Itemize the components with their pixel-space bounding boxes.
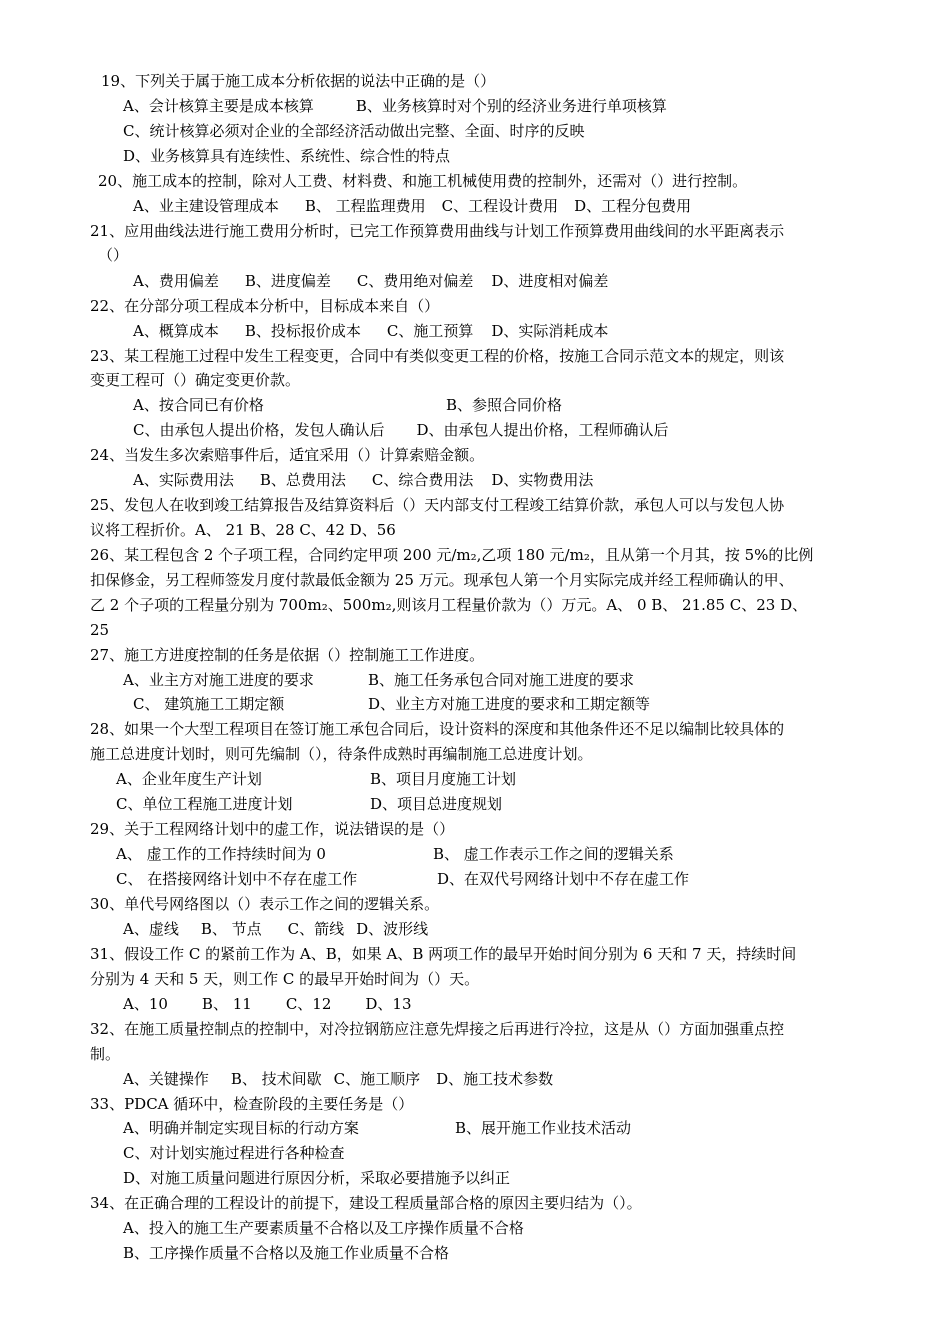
- option: C、施工预算: [386, 322, 474, 340]
- option-row: [123, 146, 450, 166]
- option-row: [116, 769, 516, 789]
- option: D、波形线: [356, 920, 429, 938]
- question-stem: 25: [90, 621, 110, 639]
- question-stem: 乙 2 个子项的工程量分别为 700m₂、500m₂,则该月工程量价款为（）万元。A、 0 B、 21.85 C、23 D、: [90, 596, 808, 614]
- question-stem: （）: [98, 246, 129, 264]
- option: B、 节点: [200, 920, 262, 938]
- option: D、进度相对偏差: [491, 272, 609, 290]
- question-stem: 22、在分部分项工程成本分析中，目标成本来自（）: [90, 297, 440, 315]
- option: A、企业年度生产计划: [116, 770, 262, 788]
- option: C、由承包人提出价格，发包人确认后: [133, 421, 385, 439]
- option-row: [116, 794, 502, 814]
- option-row: [123, 1118, 631, 1138]
- option: A、10: [123, 995, 168, 1013]
- question-stem: 扣保修金，另工程师签发月度付款最低金额为 25 万元。现承包人第一个月实际完成并经工程师确认的甲、: [90, 571, 794, 589]
- question-stem: 32、在施工质量控制点的控制中，对冷拉钢筋应注意先焊接之后再进行冷拉，这是从（）方面加强重点控: [90, 1020, 785, 1038]
- option: B、参照合同价格: [446, 396, 563, 414]
- question-stem: 变更工程可（）确定变更价款。: [90, 371, 301, 389]
- option: A、会计核算主要是成本核算: [123, 97, 314, 115]
- question-stem: 25、发包人在收到竣工结算报告及结算资料后（）天内部支付工程竣工结算价款，承包人可以与发包人协: [90, 496, 785, 514]
- option-row: [116, 844, 674, 864]
- option: D、由承包人提出价格，工程师确认后: [416, 421, 669, 439]
- option: D、项目总进度规划: [370, 795, 503, 813]
- option: B、 11: [201, 995, 252, 1013]
- option: B、投标报价成本: [244, 322, 361, 340]
- option: D、施工技术参数: [436, 1070, 554, 1088]
- option: C、单位工程施工进度计划: [116, 795, 293, 813]
- option: B、进度偏差: [244, 272, 331, 290]
- option-row: [133, 321, 608, 341]
- option-row: [133, 395, 562, 415]
- option-row: [123, 121, 584, 141]
- question-stem: 施工总进度计划时，则可先编制（），待条件成熟时再编制施工总进度计划。: [90, 745, 593, 763]
- option-row: [123, 994, 412, 1014]
- option: D、业务核算具有连续性、系统性、综合性的特点: [123, 147, 451, 165]
- option: A、虚线: [123, 920, 179, 938]
- option: B、业务核算时对个别的经济业务进行单项核算: [355, 97, 667, 115]
- question-stem: 31、假设工作 C 的紧前工作为 A、B，如果 A、B 两项工作的最早开始时间分别为 6 天和 7 天，持续时间: [90, 945, 797, 963]
- question-stem: 20、施工成本的控制，除对人工费、材料费、和施工机械使用费的控制外，还需对（）进行控制。: [98, 172, 748, 190]
- question-stem: 29、关于工程网络计划中的虚工作，说法错误的是（）: [90, 820, 455, 838]
- option-row: [133, 420, 669, 440]
- option: A、业主方对施工进度的要求: [123, 671, 314, 689]
- option: B、工序操作质量不合格以及施工作业质量不合格: [123, 1244, 450, 1262]
- option: D、实物费用法: [491, 471, 594, 489]
- option-row: [133, 694, 650, 714]
- option: C、 建筑施工工期定额: [133, 695, 285, 713]
- question-stem: 23、某工程施工过程中发生工程变更，合同中有类似变更工程的价格，按施工合同示范文本的规定，则该: [90, 347, 785, 365]
- option: B、施工任务承包合同对施工进度的要求: [368, 671, 635, 689]
- option: A、概算成本: [133, 322, 219, 340]
- option: C、统计核算必须对企业的全部经济活动做出完整、全面、时序的反映: [123, 122, 585, 140]
- question-stem: 制。: [90, 1045, 121, 1063]
- question-stem: 分别为 4 天和 5 天，则工作 C 的最早开始时间为（）天。: [90, 970, 480, 988]
- option: A、按合同已有价格: [133, 396, 264, 414]
- option: D、13: [365, 995, 412, 1013]
- question-stem: 议将工程折价。A、 21 B、28 C、42 D、56: [90, 521, 396, 539]
- option-row: [123, 1069, 553, 1089]
- option: A、实际费用法: [133, 471, 234, 489]
- option-row: [133, 196, 691, 216]
- question-stem: 28、如果一个大型工程项目在签订施工承包合同后，设计资料的深度和其他条件还不足以编制比较具体的: [90, 720, 785, 738]
- question-stem: 21、应用曲线法进行施工费用分析时，已完工作预算费用曲线与计划工作预算费用曲线间的水平距离表示: [90, 222, 785, 240]
- option: B、项目月度施工计划: [370, 770, 517, 788]
- option: D、业主方对施工进度的要求和工期定额等: [368, 695, 651, 713]
- option: B、 工程监理费用: [304, 197, 426, 215]
- option: A、业主建设管理成本: [133, 197, 279, 215]
- option: C、对计划实施过程进行各种检查: [123, 1144, 345, 1162]
- option: B、 技术间歇: [230, 1070, 322, 1088]
- option-row: [123, 670, 634, 690]
- option: C、费用绝对偏差: [356, 272, 474, 290]
- option-row: [123, 1143, 344, 1163]
- option-row: [133, 470, 593, 490]
- option-row: [123, 1168, 510, 1188]
- option: C、 在搭接网络计划中不存在虚工作: [116, 870, 358, 888]
- option-row: [123, 1218, 524, 1238]
- option: D、实际消耗成本: [491, 322, 609, 340]
- question-stem: 30、单代号网络图以（）表示工作之间的逻辑关系。: [90, 895, 440, 913]
- question-stem: 24、当发生多次索赔事件后，适宜采用（）计算索赔金额。: [90, 446, 485, 464]
- option: D、工程分包费用: [574, 197, 692, 215]
- question-stem: 26、某工程包含 2 个子项工程，合同约定甲项 200 元/m₂,乙项 180 元/m₂，且从第一个月其，按 5%的比例: [90, 546, 814, 564]
- option: A、明确并制定实现目标的行动方案: [123, 1119, 359, 1137]
- option: C、工程设计费用: [441, 197, 559, 215]
- option: B、展开施工作业技术活动: [455, 1119, 632, 1137]
- option: A、投入的施工生产要素质量不合格以及工序操作质量不合格: [123, 1219, 524, 1237]
- option-row: [116, 869, 689, 889]
- option: B、总费用法: [259, 471, 346, 489]
- question-stem: 33、PDCA 循环中，检查阶段的主要任务是（）: [90, 1095, 414, 1113]
- option: C、箭线: [287, 920, 345, 938]
- option-row: [123, 96, 667, 116]
- option-row: [133, 271, 608, 291]
- question-stem: 19、下列关于属于施工成本分析依据的说法中正确的是（）: [101, 72, 496, 90]
- option: A、关键操作: [123, 1070, 209, 1088]
- option: A、 虚工作的工作持续时间为 0: [116, 845, 326, 863]
- question-stem: 34、在正确合理的工程设计的前提下，建设工程质量部合格的原因主要归结为（）。: [90, 1194, 642, 1212]
- option: C、综合费用法: [371, 471, 474, 489]
- option-row: [123, 1243, 449, 1263]
- option: A、费用偏差: [133, 272, 219, 290]
- option: C、12: [285, 995, 332, 1013]
- option: D、对施工质量问题进行原因分析，采取必要措施予以纠正: [123, 1169, 511, 1187]
- option: D、在双代号网络计划中不存在虚工作: [437, 870, 690, 888]
- option: C、施工顺序: [333, 1070, 421, 1088]
- question-stem: 27、施工方进度控制的任务是依据（）控制施工工作进度。: [90, 646, 485, 664]
- option: B、 虚工作表示工作之间的逻辑关系: [433, 845, 674, 863]
- option-row: [123, 919, 428, 939]
